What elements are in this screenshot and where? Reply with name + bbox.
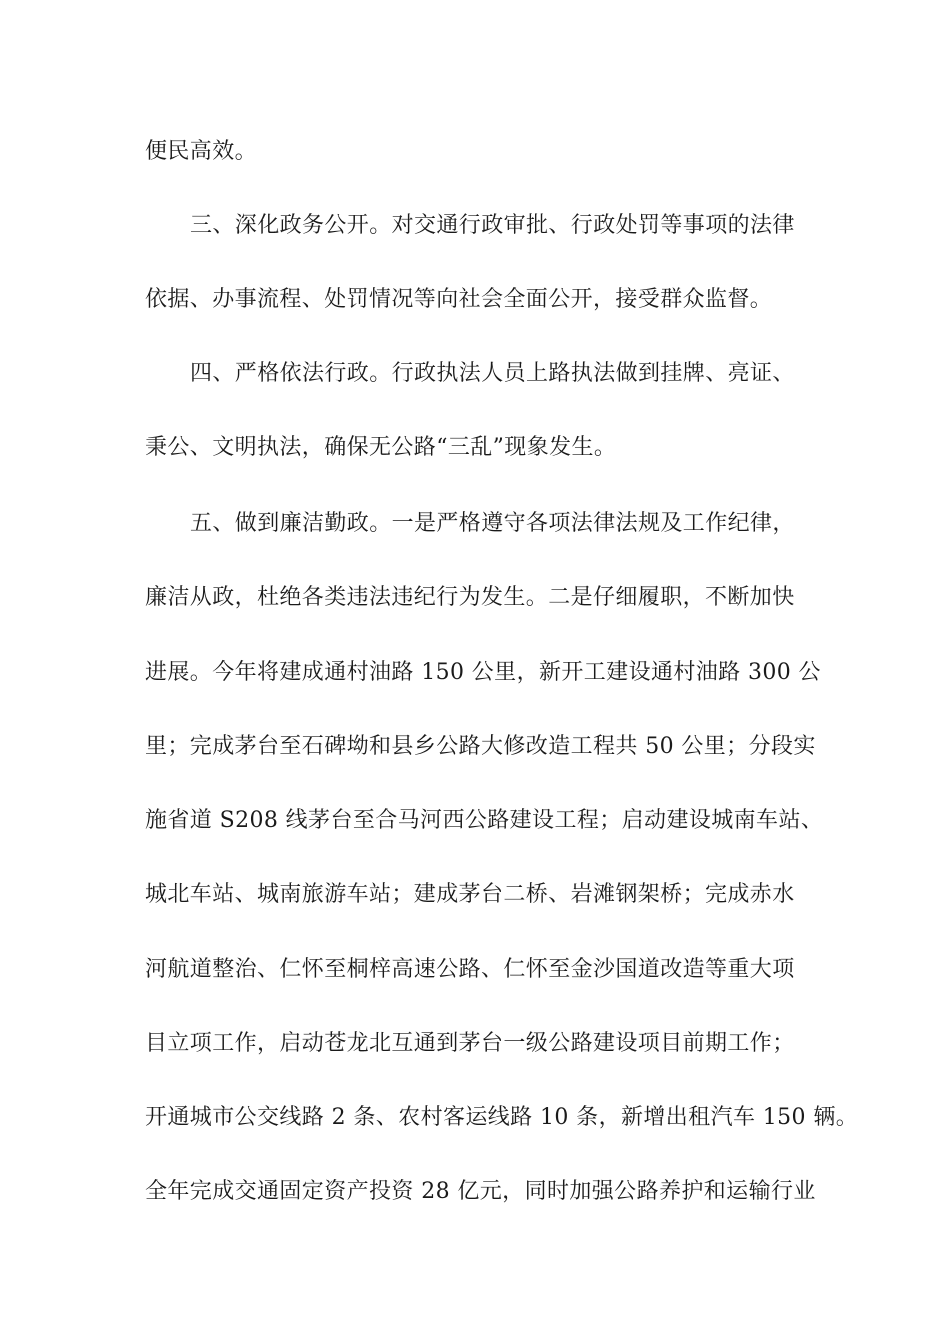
paragraph-4-line-1: 四、严格依法行政。行政执法人员上路执法做到挂牌、亮证、 [190,361,795,386]
text-line: 便民高效。 [145,139,258,164]
text-line: 秉公、文明执法，确保无公路“三乱”现象发生。 [145,435,617,460]
text-line: 进展。今年将建成通村油路 150 公里，新开工建设通村油路 300 公 [145,660,821,685]
text-line: 开通城市公交线路 2 条、农村客运线路 10 条，新增出租汽车 150 辆。 [145,1105,859,1130]
text-line: 河航道整治、仁怀至桐梓高速公路、仁怀至金沙国道改造等重大项 [145,957,795,982]
text-line: 目立项工作，启动苍龙北互通到茅台一级公路建设项目前期工作； [145,1031,795,1056]
text-line: 依据、办事流程、处罚情况等向社会全面公开，接受群众监督。 [145,287,773,312]
text-line: 全年完成交通固定资产投资 28 亿元，同时加强公路养护和运输行业 [145,1179,816,1204]
text-line: 里；完成茅台至石碑坳和县乡公路大修改造工程共 50 公里；分段实 [145,734,816,759]
paragraph-3-line-1: 三、深化政务公开。对交通行政审批、行政处罚等事项的法律 [190,213,795,238]
text-line: 廉洁从政，杜绝各类违法违纪行为发生。二是仔细履职，不断加快 [145,585,795,610]
text-line: 施省道 S208 线茅台至合马河西公路建设工程；启动建设城南车站、 [145,808,824,833]
text-line: 城北车站、城南旅游车站；建成茅台二桥、岩滩钢架桥；完成赤水 [145,882,795,907]
paragraph-5-line-1: 五、做到廉洁勤政。一是严格遵守各项法律法规及工作纪律， [190,511,795,536]
